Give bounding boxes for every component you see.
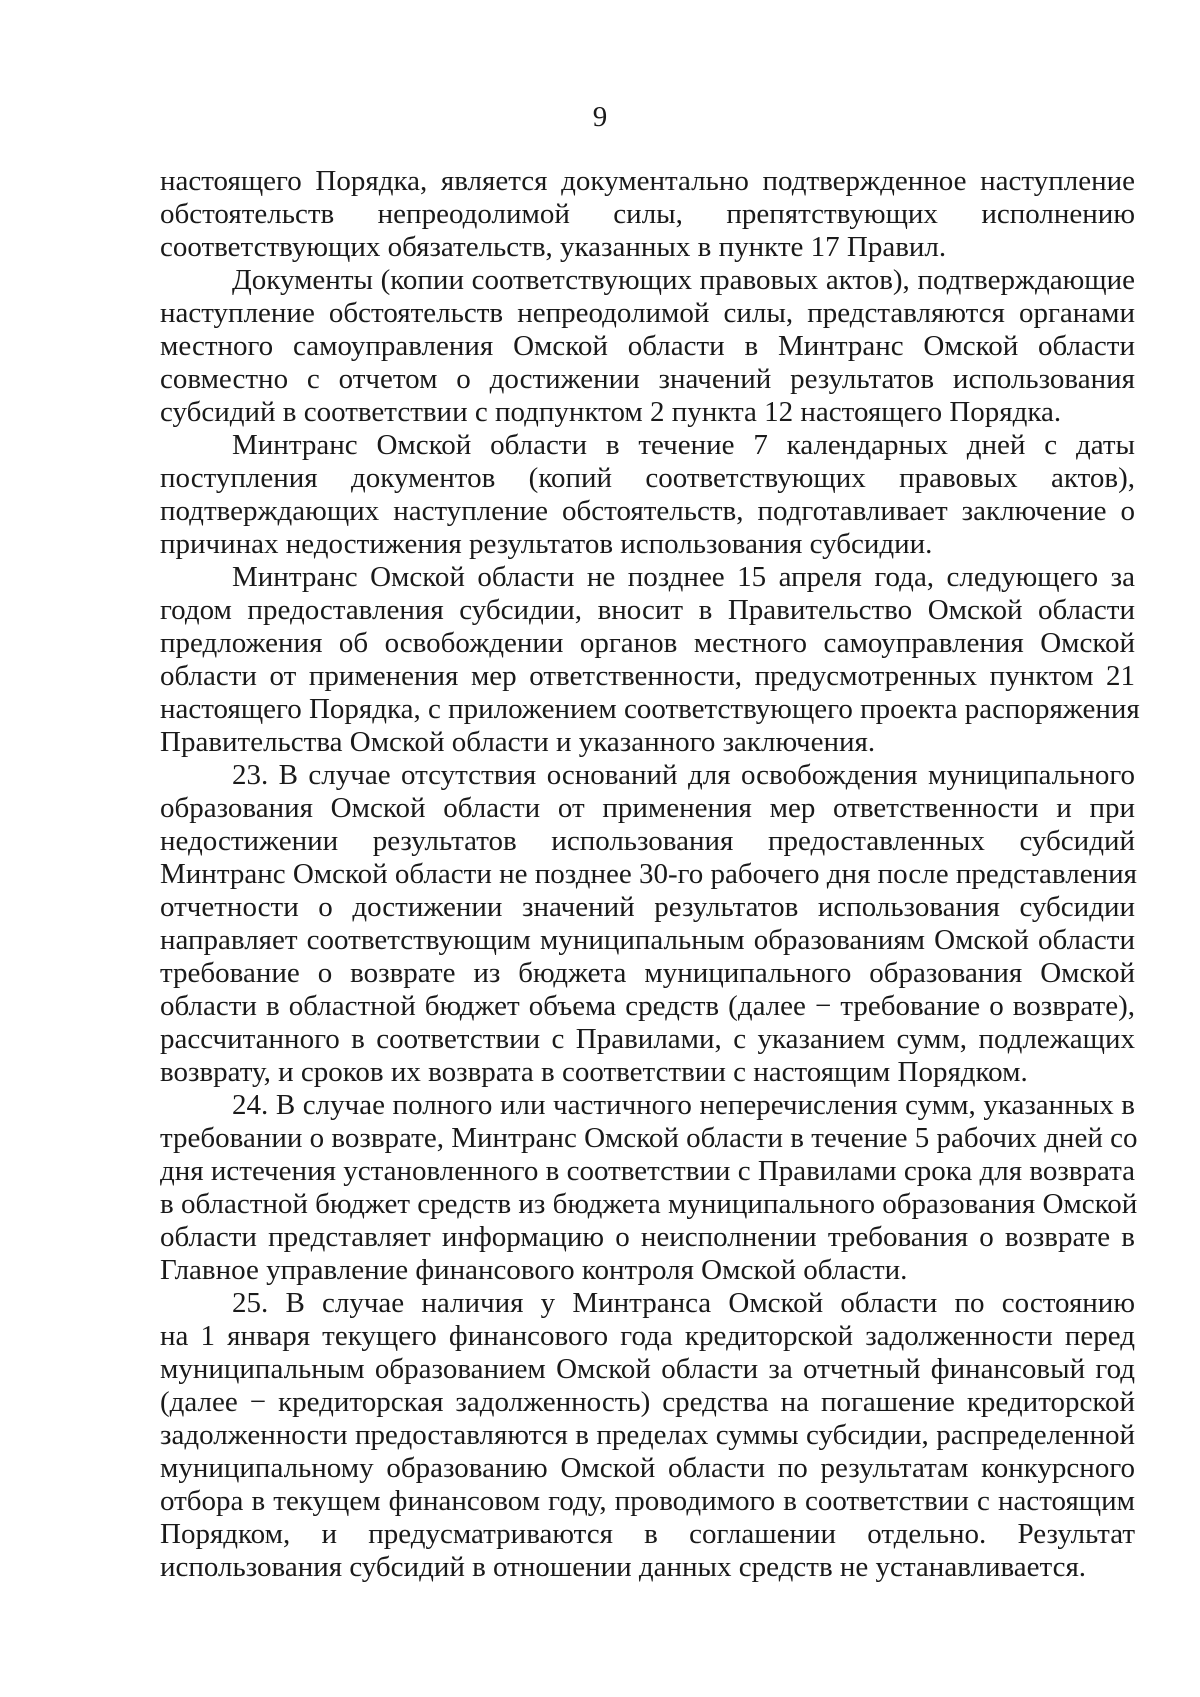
paragraph-continuation: [160, 165, 1135, 264]
text-line: поступления документов (копий соответствующих правовых актов),: [160, 462, 1135, 494]
text-line: отбора в текущем финансовом году, проводимого в соответствии с настоящим: [160, 1485, 1135, 1517]
text-line: наступление обстоятельств непреодолимой силы, представляются органами: [160, 297, 1135, 329]
text-line: Минтранс Омской области не позднее 15 апреля года, следующего за: [232, 561, 1135, 593]
paragraph-item-25: [160, 1287, 1135, 1584]
text-line: области в областной бюджет объема средств (далее − требование о возврате),: [160, 990, 1135, 1022]
text-line: области от применения мер ответственности, предусмотренных пунктом 21: [160, 660, 1135, 692]
paragraph-item-23: [160, 759, 1135, 1089]
text-line: соответствующих обязательств, указанных в пункте 17 Правил.: [160, 231, 947, 263]
text-line: дня истечения установленного в соответствии с Правилами срока для возврата: [160, 1155, 1135, 1187]
text-line: субсидий в соответствии с подпунктом 2 пункта 12 настоящего Порядка.: [160, 396, 1062, 428]
text-line: настоящего Порядка, с приложением соответствующего проекта распоряжения: [160, 693, 1140, 725]
text-line: 25. В случае наличия у Минтранса Омской области по состоянию: [232, 1287, 1135, 1319]
paragraph-item-24: [160, 1089, 1138, 1287]
text-line: на 1 января текущего финансового года кредиторской задолженности перед: [160, 1320, 1135, 1352]
text-line: муниципальным образованием Омской области за отчетный финансовый год: [160, 1353, 1135, 1385]
text-line: совместно с отчетом о достижении значений результатов использования: [160, 363, 1135, 395]
text-line: требование о возврате из бюджета муниципального образования Омской: [160, 957, 1135, 989]
text-line: настоящего Порядка, является документально подтвержденное наступление: [160, 165, 1135, 197]
text-line: возврату, и сроков их возврата в соответствии с настоящим Порядком.: [160, 1056, 1028, 1088]
text-line: Главное управление финансового контроля Омской области.: [160, 1254, 908, 1286]
text-line: задолженности предоставляются в пределах суммы субсидии, распределенной: [160, 1419, 1135, 1451]
text-line: обстоятельств непреодолимой силы, препятствующих исполнению: [160, 198, 1135, 230]
text-line: Минтранс Омской области в течение 7 календарных дней с даты: [232, 429, 1135, 461]
text-line: муниципальному образованию Омской области по результатам конкурсного: [160, 1452, 1135, 1484]
text-line: отчетности о достижении значений результатов использования субсидии: [160, 891, 1135, 923]
text-line: недостижении результатов использования предоставленных субсидий: [160, 825, 1135, 857]
text-line: направляет соответствующим муниципальным образованиям Омской области: [160, 924, 1135, 956]
text-line: Документы (копии соответствующих правовых актов), подтверждающие: [232, 264, 1135, 296]
text-line: (далее − кредиторская задолженность) средства на погашение кредиторской: [160, 1386, 1135, 1418]
text-line: предложения об освобождении органов местного самоуправления Омской: [160, 627, 1135, 659]
text-line: 23. В случае отсутствия оснований для освобождения муниципального: [232, 759, 1135, 791]
page-number: 9: [592, 101, 608, 133]
text-line: Правительства Омской области и указанного заключения.: [160, 726, 876, 758]
text-line: местного самоуправления Омской области в Минтранс Омской области: [160, 330, 1135, 362]
text-line: 24. В случае полного или частичного неперечисления сумм, указанных в: [232, 1089, 1135, 1121]
paragraph-mintrans-conclusion: [160, 429, 1135, 561]
document-body: [160, 165, 1140, 1584]
text-line: области представляет информацию о неисполнении требования о возврате в: [160, 1221, 1135, 1253]
paragraph-mintrans-proposals: [160, 561, 1140, 759]
text-line: подтверждающих наступление обстоятельств, подготавливает заключение о: [160, 495, 1135, 527]
text-line: требовании о возврате, Минтранс Омской области в течение 5 рабочих дней со: [160, 1122, 1138, 1154]
text-line: образования Омской области от применения мер ответственности и при: [160, 792, 1135, 824]
text-line: причинах недостижения результатов использования субсидии.: [160, 528, 933, 560]
text-line: Минтранс Омской области не позднее 30-го рабочего дня после представления: [160, 858, 1137, 890]
paragraph-documents: [160, 264, 1135, 429]
text-line: годом предоставления субсидии, вносит в Правительство Омской области: [160, 594, 1135, 626]
text-line: в областной бюджет средств из бюджета муниципального образования Омской: [160, 1188, 1138, 1220]
text-line: рассчитанного в соответствии с Правилами, с указанием сумм, подлежащих: [160, 1023, 1135, 1055]
text-line: Порядком, и предусматриваются в соглашении отдельно. Результат: [160, 1518, 1135, 1550]
text-line: использования субсидий в отношении данных средств не устанавливается.: [160, 1551, 1087, 1583]
